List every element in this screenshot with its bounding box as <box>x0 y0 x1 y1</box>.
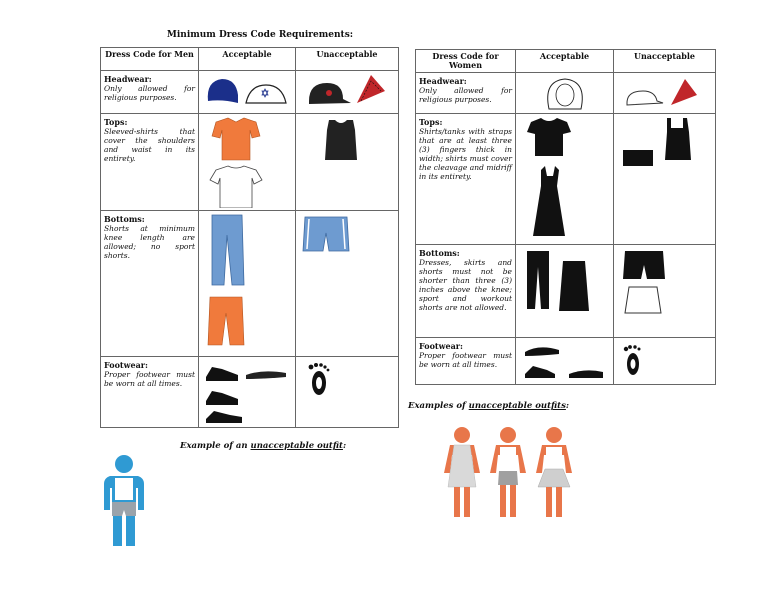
men-headwear-label: Headwear: <box>104 74 152 84</box>
women-bottoms-text: Dresses, skirts and shorts must not be shorter than three (3) inches above the knee; sport and workout shorts are not allowed. <box>419 258 512 312</box>
men-row-bottoms <box>101 211 399 357</box>
men-row-tops <box>101 114 399 211</box>
women-acceptable-tops-icon <box>519 116 611 242</box>
women-header-unacceptable: Unacceptable <box>614 50 716 73</box>
women-unacceptable-outfits-figures <box>440 425 580 520</box>
page-title: Minimum Dress Code Requirements: <box>166 30 354 40</box>
men-bottoms-label: Bottoms: <box>104 214 145 224</box>
men-headwear-text: Only allowed for religious purposes. <box>104 84 195 102</box>
women-tops-label: Tops: <box>419 117 443 127</box>
women-acceptable-bottoms-icon <box>519 247 611 335</box>
men-footwear-label: Footwear: <box>104 360 148 370</box>
women-unacceptable-footwear-icon <box>617 340 713 382</box>
men-acceptable-headwear-icon <box>202 73 292 111</box>
men-unacceptable-footwear-icon <box>299 359 395 425</box>
women-dress-code-table <box>415 49 716 385</box>
men-row-headwear <box>101 71 399 114</box>
woman-figure-3 <box>536 427 572 517</box>
women-tops-text: Shirts/tanks with straps that are at least three (3) fingers thick in width; shirts must cover the cleavage and midriff in its entirety. <box>419 127 512 181</box>
men-acceptable-footwear-icon <box>202 359 292 425</box>
men-bottoms-text: Shorts at minimum knee length are allowed; no sport shorts. <box>104 224 195 260</box>
women-bottoms-label: Bottoms: <box>419 248 460 258</box>
women-headwear-label: Headwear: <box>419 76 467 86</box>
women-footwear-text: Proper footwear must be worn at all times. <box>419 351 512 369</box>
men-unacceptable-headwear-icon <box>299 73 395 111</box>
men-footwear-text: Proper footwear must be worn at all times. <box>104 370 195 388</box>
men-example-caption: Example of an unacceptable outfit: <box>180 441 347 451</box>
men-dress-code-table <box>100 47 399 428</box>
men-unacceptable-bottoms-icon <box>299 213 395 353</box>
men-header-unacceptable: Unacceptable <box>296 48 399 71</box>
men-tops-label: Tops: <box>104 117 128 127</box>
woman-figure-1 <box>444 427 480 517</box>
women-header-row <box>416 50 716 73</box>
men-acceptable-bottoms-icon <box>202 213 292 353</box>
women-row-headwear <box>416 73 716 114</box>
men-row-footwear <box>101 357 399 428</box>
men-acceptable-tops-icon <box>202 116 292 208</box>
men-header-row <box>101 48 399 71</box>
men-header-acceptable: Acceptable <box>199 48 296 71</box>
women-row-tops <box>416 114 716 245</box>
man-unacceptable-outfit-figure <box>100 452 150 552</box>
women-acceptable-headwear-icon <box>519 75 611 111</box>
women-row-bottoms <box>416 245 716 338</box>
women-unacceptable-bottoms-icon <box>617 247 713 335</box>
men-tops-text: Sleeved-shirts that cover the shoulders and waist in its entirety. <box>104 127 195 163</box>
women-acceptable-footwear-icon <box>519 340 611 382</box>
women-example-caption: Examples of unacceptable outfits: <box>408 401 570 411</box>
woman-figure-2 <box>490 427 526 517</box>
women-unacceptable-headwear-icon <box>617 75 713 111</box>
men-header-dress-code: Dress Code for Men <box>101 48 199 71</box>
women-row-footwear <box>416 338 716 385</box>
women-footwear-label: Footwear: <box>419 341 463 351</box>
women-header-acceptable: Acceptable <box>516 50 614 73</box>
men-unacceptable-tops-icon <box>299 116 395 208</box>
women-header-dress-code: Dress Code for Women <box>416 50 516 73</box>
women-headwear-text: Only allowed for religious purposes. <box>419 86 512 104</box>
women-unacceptable-tops-icon <box>617 116 713 242</box>
